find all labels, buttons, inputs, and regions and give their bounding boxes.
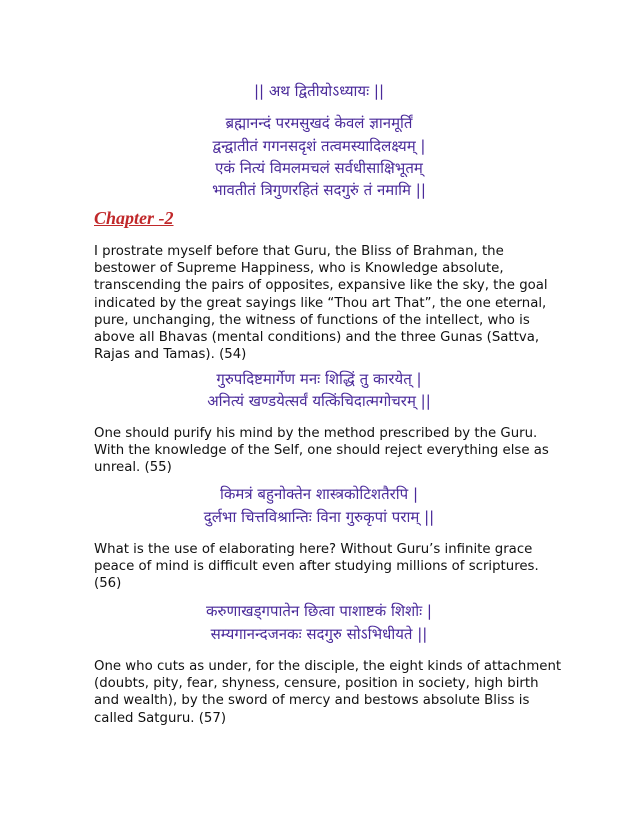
translation-paragraph-55 — [94, 425, 554, 477]
paragraph-line: transcending the pairs of opposites, expansive like the sky, the goal — [94, 278, 548, 294]
verse-line: ब्रह्मानन्दं परमसुखदं केवलं ज्ञानमूर्तिं — [225, 114, 413, 132]
verse-line: किमत्रं बहुनोक्तेन शास्त्रकोटिशतैरपि | — [219, 485, 418, 503]
paragraph-line: (56) — [94, 576, 122, 592]
paragraph-line: One who cuts as under, for the disciple, the eight kinds of attachment — [94, 659, 562, 674]
chapter-title-sanskrit: || अथ द्वितीयोऽध्यायः || — [253, 82, 385, 100]
verse-line: करुणाखड्गपातेन छित्वा पाशाष्टकं शिशोः | — [206, 602, 432, 620]
verse-line: भावतीतं त्रिगुणरहितं सदगुरुं तं नमामि || — [212, 181, 426, 199]
verse-line: एकं नित्यं विमलमचलं सर्वधीसाक्षिभूतम् — [215, 159, 423, 177]
verse-line: गुरुपदिष्टमार्गेण मनः शिद्धिं तु कारयेत् | — [216, 370, 422, 388]
translation-paragraph-57 — [94, 658, 562, 727]
paragraph-line: bestower of Supreme Happiness, who is Knowledge absolute, — [94, 261, 504, 277]
translation-paragraph-54 — [94, 243, 554, 363]
paragraph-line: unreal. (55) — [94, 460, 172, 476]
verse-line: दुर्लभा चित्तविश्रान्तिः विना गुरुकृपां पराम् || — [203, 508, 435, 526]
verse-line: अनित्यं खण्डयेत्सर्वं यत्किंचिदात्मगोचरम् || — [207, 392, 431, 410]
paragraph-line: above all Bhavas (mental conditions) and the three Gunas (Sattva, — [94, 330, 540, 346]
paragraph-line: and wealth), by the sword of mercy and bestows absolute Bliss is — [94, 693, 530, 709]
paragraph-line: indicated by the great sayings like “Thou art That”, the one eternal, — [94, 295, 547, 311]
paragraph-line: I prostrate myself before that Guru, the Bliss of Brahman, the — [94, 244, 504, 259]
paragraph-line: One should purify his mind by the method prescribed by the Guru. — [94, 426, 538, 441]
verse-line: द्वन्द्वातीतं गगनसदृशं तत्वमस्यादिलक्ष्यम् | — [212, 137, 426, 155]
paragraph-line: (doubts, pity, fear, shyness, censure, position in society, high birth — [94, 676, 539, 692]
paragraph-line: peace of mind is difficult even after studying millions of scriptures. — [94, 559, 539, 575]
translation-paragraph-56 — [94, 541, 554, 593]
paragraph-line: What is the use of elaborating here? Without Guru’s infinite grace — [94, 542, 533, 557]
paragraph-line: With the knowledge of the Self, one should reject everything else as — [94, 443, 549, 459]
paragraph-line: pure, unchanging, the witness of functions of the intellect, who is — [94, 312, 530, 328]
verse-line: सम्यगानन्दजनकः सदगुरु सोऽभिधीयते || — [210, 625, 428, 643]
paragraph-line: called Satguru. (57) — [94, 710, 227, 726]
paragraph-line: Rajas and Tamas). (54) — [94, 347, 247, 363]
chapter-heading: Chapter -2 — [94, 208, 174, 228]
